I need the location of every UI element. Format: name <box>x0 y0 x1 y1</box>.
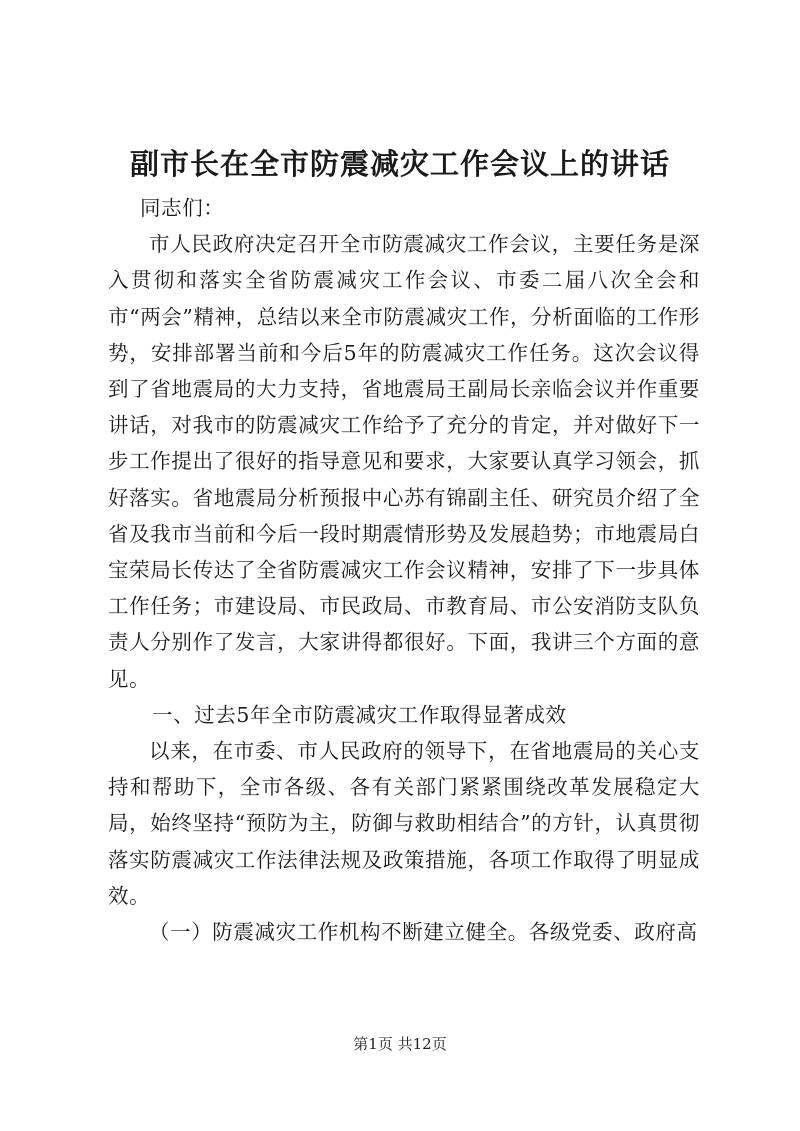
paragraph-intro: 市人民政府决定召开全市防震减灾工作会议，主要任务是深入贯彻和落实全省防震减灾工作会议、市委二届八次全会和市“两会”精神，总结以来全市防震减灾工作，分析面临的工作形势，安排部署当前和今后5年的防震减灾工作任务。这次会议得到了省地震局的大力支持，省地震局王副局长亲临会议并作重要讲话，对我市的防震减灾工作给予了充分的肯定，并对做好下一步工作提出了很好的指导意见和要求，大家要认真学习领会，抓好落实。省地震局分析预报中心苏有锦副主任、研究员介绍了全省及我市当前和今后一段时期震情形势及发展趋势；市地震局白宝荣局长传达了全省防震减灾工作会议精神，安排了下一步具体工作任务；市建设局、市民政局、市教育局、市公安消防支队负责人分别作了发言，大家讲得都很好。下面，我讲三个方面的意见。 <box>108 232 700 691</box>
document-title: 副市长在全市防震减灾工作会议上的讲话 <box>129 147 670 181</box>
paragraph-achievements: 以来，在市委、市人民政府的领导下，在省地震局的关心支持和帮助下，全市各级、各有关部门紧紧围绕改革发展稳定大局，始终坚持“预防为主，防御与救助相结合”的方针，认真贯彻落实防震减灾工作法律法规及政策措施，各项工作取得了明显成效。 <box>108 739 700 908</box>
greeting: 同志们： <box>140 196 225 220</box>
section-heading-1: 一、过去5年全市防震减灾工作取得显著成效 <box>152 702 567 727</box>
paragraph-subsection-1: （一）防震减灾工作机构不断建立健全。各级党委、政府高 <box>149 920 698 945</box>
page-footer: 第1页 共12页 <box>353 1035 447 1053</box>
document-body <box>108 190 700 950</box>
